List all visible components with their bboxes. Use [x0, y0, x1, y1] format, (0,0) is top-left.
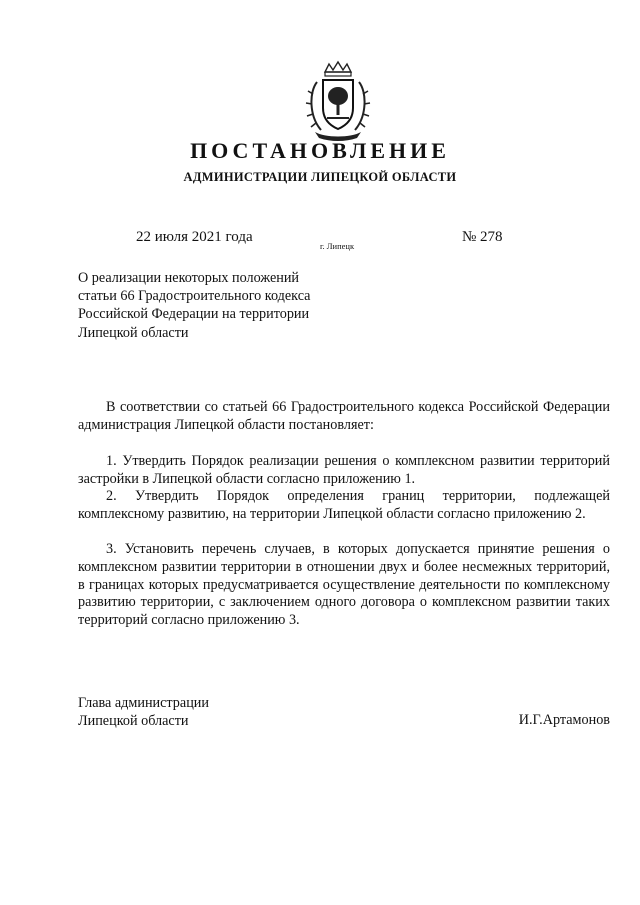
document-subject — [78, 269, 378, 342]
subject-line: статьи 66 Градостроительного кодекса — [78, 288, 311, 305]
coat-of-arms-icon — [295, 58, 381, 144]
document-number: № 278 — [462, 229, 503, 245]
clause-paragraph-2: 2. Утвердить Порядок определения границ территории, подлежащей комплексному развитию, на территории Липецкой области согласно приложению 2. — [78, 488, 610, 522]
subject-line: Липецкой области — [78, 324, 189, 341]
signatory-name: И.Г.Артамонов — [518, 712, 610, 728]
subject-line: О реализации некоторых положений — [78, 270, 300, 286]
document-title: ПОСТАНОВЛЕНИЕ — [190, 138, 450, 163]
subject-line: Российской Федерации на территории — [78, 306, 310, 323]
preamble-paragraph: В соответствии со статьей 66 Градостроительного кодекса Российской Федерации администрация Липецкой области постановляет: — [78, 399, 610, 433]
clause-paragraph-1: 1. Утвердить Порядок реализации решения о комплексном развитии территорий застройки в Липецкой области согласно приложению 1. — [78, 453, 610, 487]
clause-paragraph-3: 3. Установить перечень случаев, в которых допускается принятие решения о комплексном развитии территории в отношении двух и более несмежных территорий, в границах которых предусматривается осуществление деятельности по комплексному развитию территории, с заключением одного договора о комплексном развитии таких территорий согласно приложению 3. — [78, 541, 610, 629]
signatory-position — [78, 694, 209, 730]
document-city: г. Липецк — [320, 241, 355, 251]
issuing-authority: АДМИНИСТРАЦИИ ЛИПЕЦКОЙ ОБЛАСТИ — [183, 170, 457, 184]
document-date: 22 июля 2021 года — [136, 229, 253, 245]
position-line: Липецкой области — [78, 713, 189, 729]
position-line: Глава администрации — [78, 695, 209, 711]
